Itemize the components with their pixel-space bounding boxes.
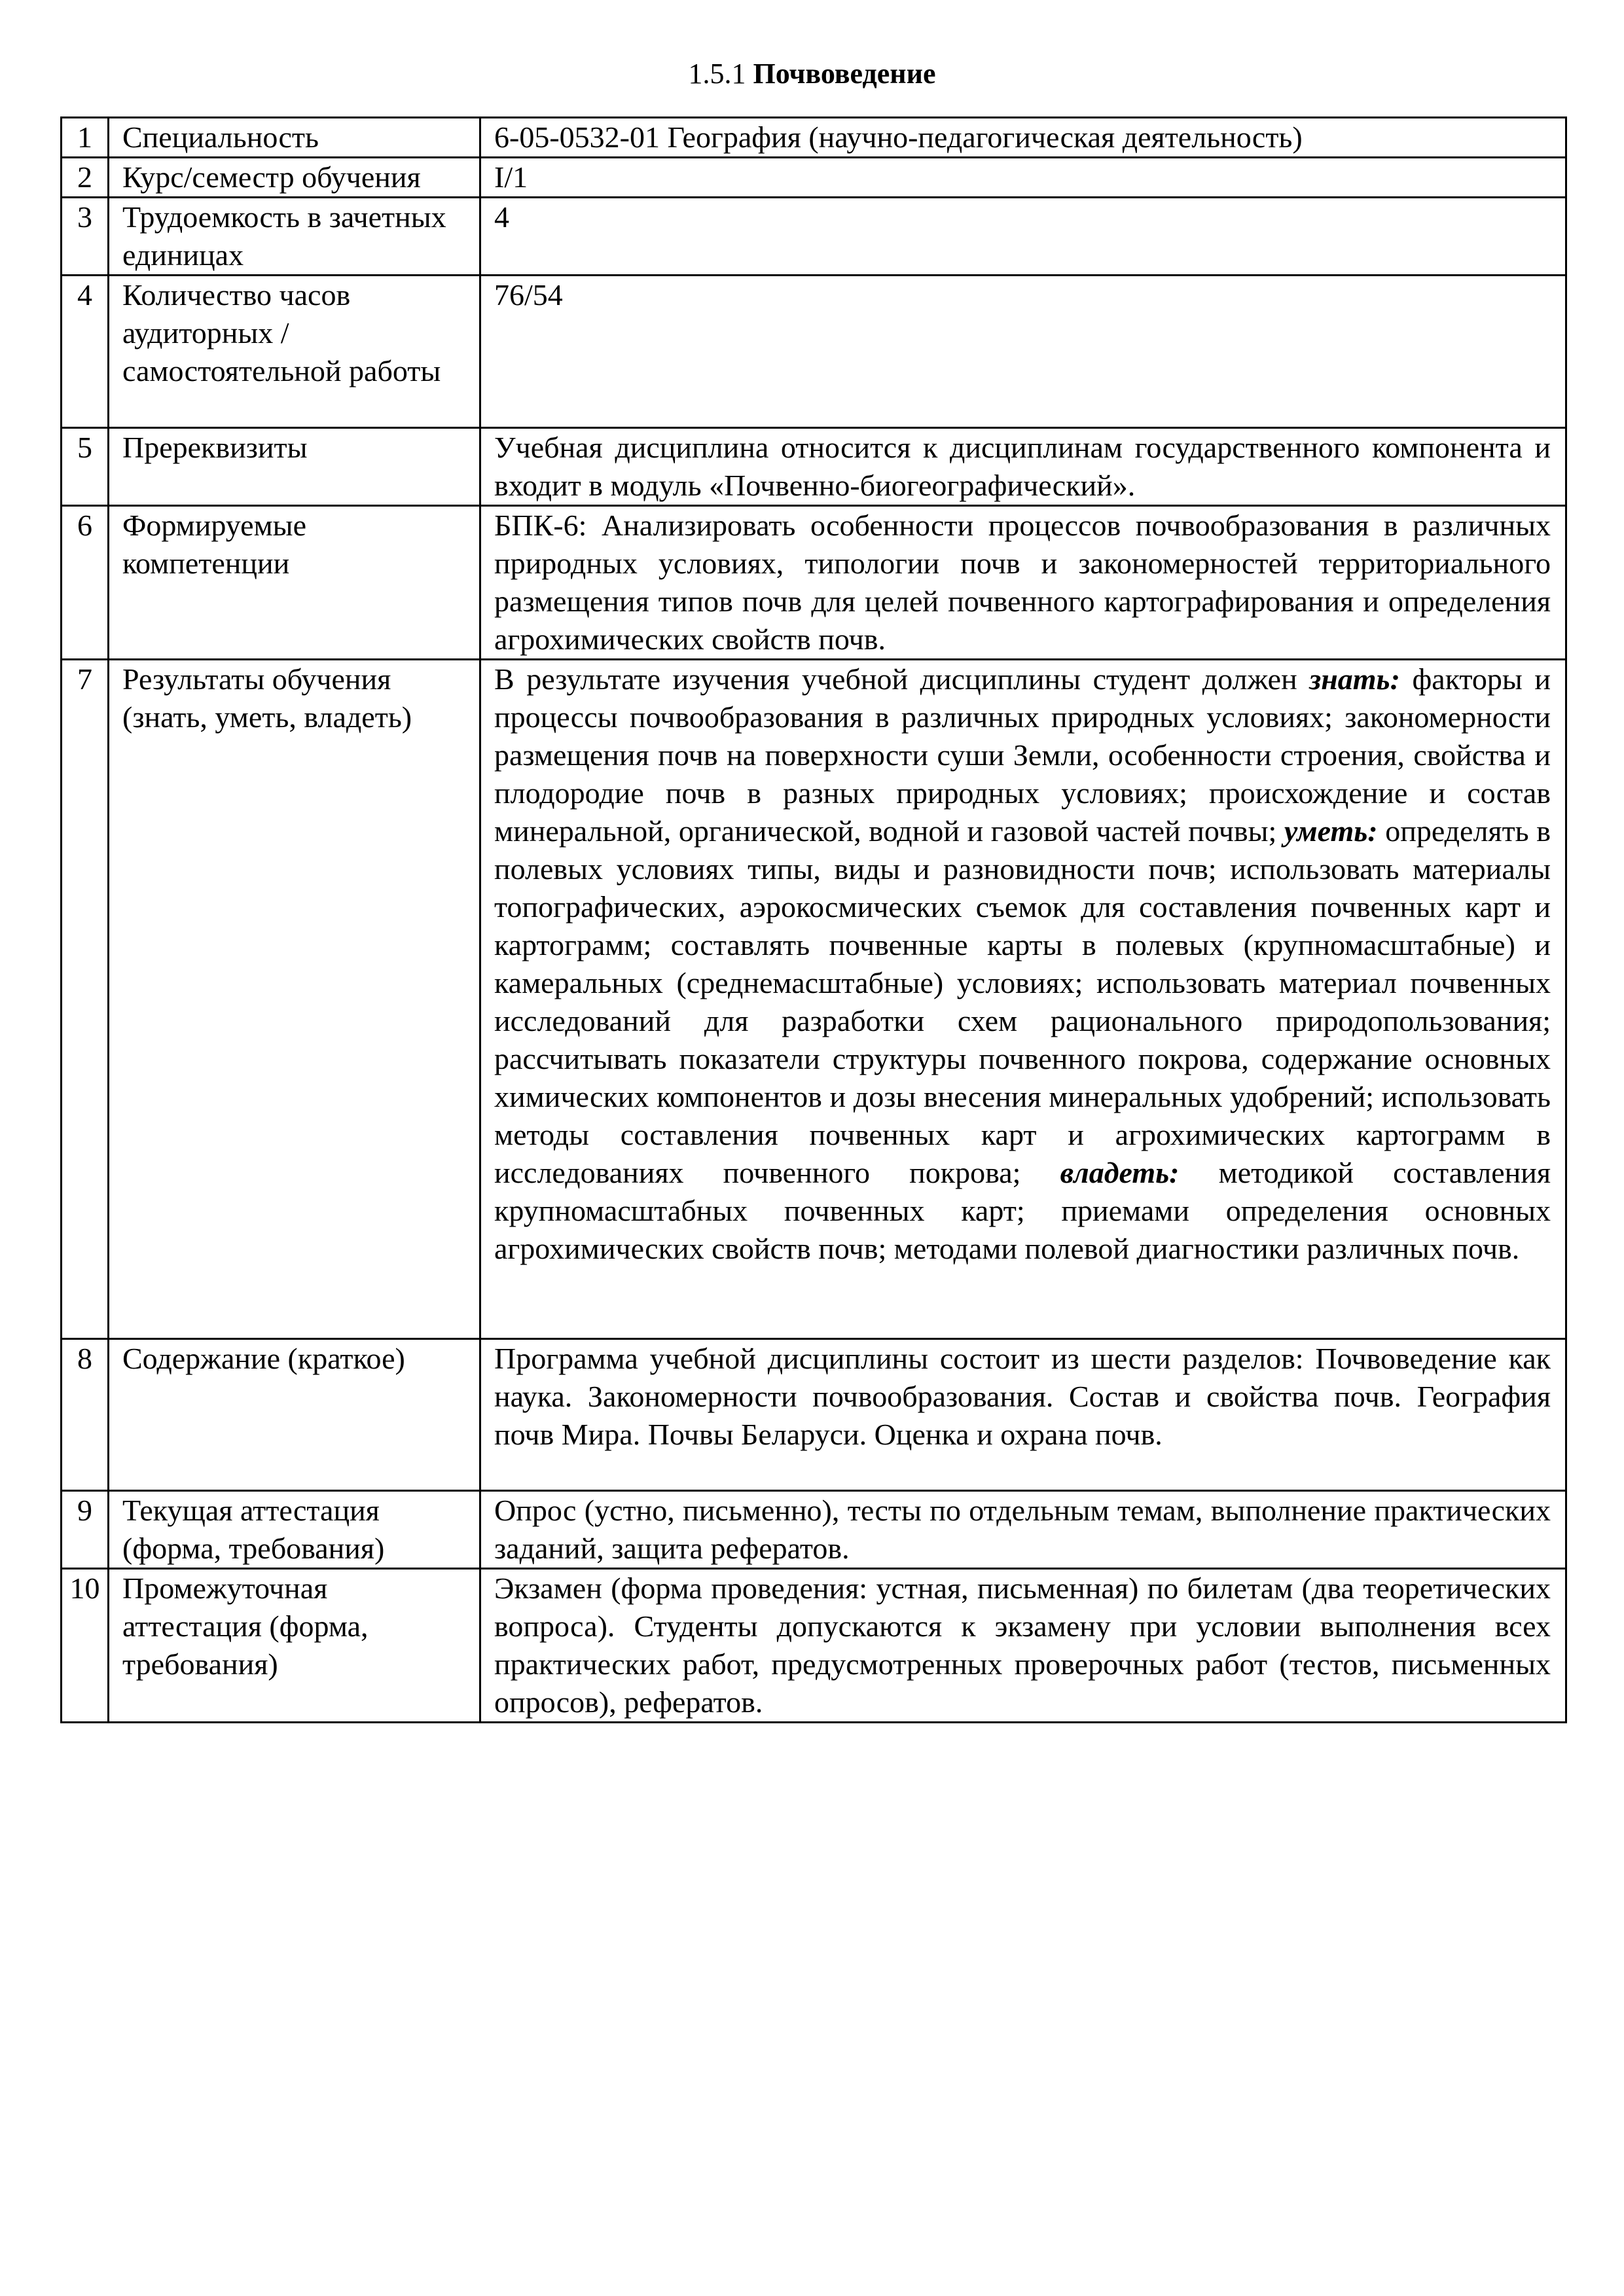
- learning-outcomes: [480, 660, 1566, 1339]
- row-label: Трудоемкость в зачетных единицах: [109, 198, 480, 276]
- table-row: [62, 276, 1566, 428]
- row-value: I/1: [480, 158, 1566, 198]
- row-number: 9: [62, 1491, 109, 1569]
- title-name: Почвоведение: [753, 58, 936, 90]
- row-value: 4: [480, 198, 1566, 276]
- page-title: [0, 56, 1624, 92]
- know-text: факторы и процессы почвообразования в различных природных условиях; закономерности размещения почв на поверхности суши Земли, особенности строения, свойства и плодородие почв в разных природных условиях; происхождение и состав минеральной, органической, водной и газовой частей почвы;: [494, 662, 1551, 848]
- row-number: 3: [62, 198, 109, 276]
- table-row: [62, 198, 1566, 276]
- row-label: Пререквизиты: [109, 428, 480, 506]
- title-number: 1.5.1: [688, 58, 746, 90]
- row-value: Учебная дисциплина относится к дисциплинам государственного компонента и входит в модуль «Почвенно-биогеографический».: [480, 428, 1566, 506]
- row-label: Формируемые компетенции: [109, 506, 480, 660]
- table-row: [62, 1339, 1566, 1491]
- table-row: [62, 158, 1566, 198]
- row-value: 76/54: [480, 276, 1566, 428]
- discipline-table: [60, 117, 1567, 1723]
- row-label: Промежуточная аттестация (форма, требования): [109, 1569, 480, 1723]
- row-number: 4: [62, 276, 109, 428]
- table-row: [62, 1569, 1566, 1723]
- row-number: 5: [62, 428, 109, 506]
- know-label: знать:: [1309, 662, 1400, 696]
- own-label: владеть:: [1060, 1156, 1180, 1189]
- row-number: 7: [62, 660, 109, 1339]
- table-row: [62, 506, 1566, 660]
- row-value: Программа учебной дисциплины состоит из шести разделов: Почвоведение как наука. Закономерности почвообразования. Состав и свойства почв. География почв Мира. Почвы Беларуси. Оценка и охрана почв.: [480, 1339, 1566, 1491]
- able-label: уметь:: [1284, 814, 1378, 848]
- row-value: Экзамен (форма проведения: устная, письменная) по билетам (два теоретических вопроса). Студенты допускаются к экзамену при условии выполнения всех практических работ, предусмотренных проверочных работ (тестов, письменных опросов), рефератов.: [480, 1569, 1566, 1723]
- row-value: Опрос (устно, письменно), тесты по отдельным темам, выполнение практических заданий, защита рефератов.: [480, 1491, 1566, 1569]
- row-number: 8: [62, 1339, 109, 1491]
- table-row: [62, 428, 1566, 506]
- able-text: определять в полевых условиях типы, виды и разновидности почв; использовать материалы топографических, аэрокосмических съемок для составления почвенных карт и картограмм; составлять почвенные карты в полевых (крупномасштабные) и камеральных (среднемасштабные) условиях; использовать материал почвенных исследований для разработки схем рационального природопользования; рассчитывать показатели структуры почвенного покрова, содержание основных химических компонентов и дозы внесения минеральных удобрений; использовать методы составления почвенных карт и агрохимических картограмм в исследованиях почвенного покрова;: [494, 814, 1551, 1189]
- outcomes-intro: В результате изучения учебной дисциплины студент должен: [494, 662, 1297, 696]
- row-value: 6-05-0532-01 География (научно-педагогическая деятельность): [480, 118, 1566, 158]
- row-label: Результаты обучения (знать, уметь, владеть): [109, 660, 480, 1339]
- row-label: Курс/семестр обучения: [109, 158, 480, 198]
- row-label: Количество часов аудиторных / самостоятельной работы: [109, 276, 480, 428]
- table-row: [62, 1491, 1566, 1569]
- table-row: [62, 118, 1566, 158]
- row-number: 10: [62, 1569, 109, 1723]
- own-text: методикой составления крупномасштабных почвенных карт; приемами определения основных агрохимических свойств почв; методами полевой диагностики различных почв.: [494, 1156, 1551, 1265]
- row-number: 6: [62, 506, 109, 660]
- table-row: [62, 660, 1566, 1339]
- row-number: 2: [62, 158, 109, 198]
- row-value: БПК-6: Анализировать особенности процессов почвообразования в различных природных условиях, типологии почв и закономерностей территориального размещения типов почв для целей почвенного картографирования и определения агрохимических свойств почв.: [480, 506, 1566, 660]
- row-label: Специальность: [109, 118, 480, 158]
- row-label: Содержание (краткое): [109, 1339, 480, 1491]
- row-number: 1: [62, 118, 109, 158]
- row-label: Текущая аттестация (форма, требования): [109, 1491, 480, 1569]
